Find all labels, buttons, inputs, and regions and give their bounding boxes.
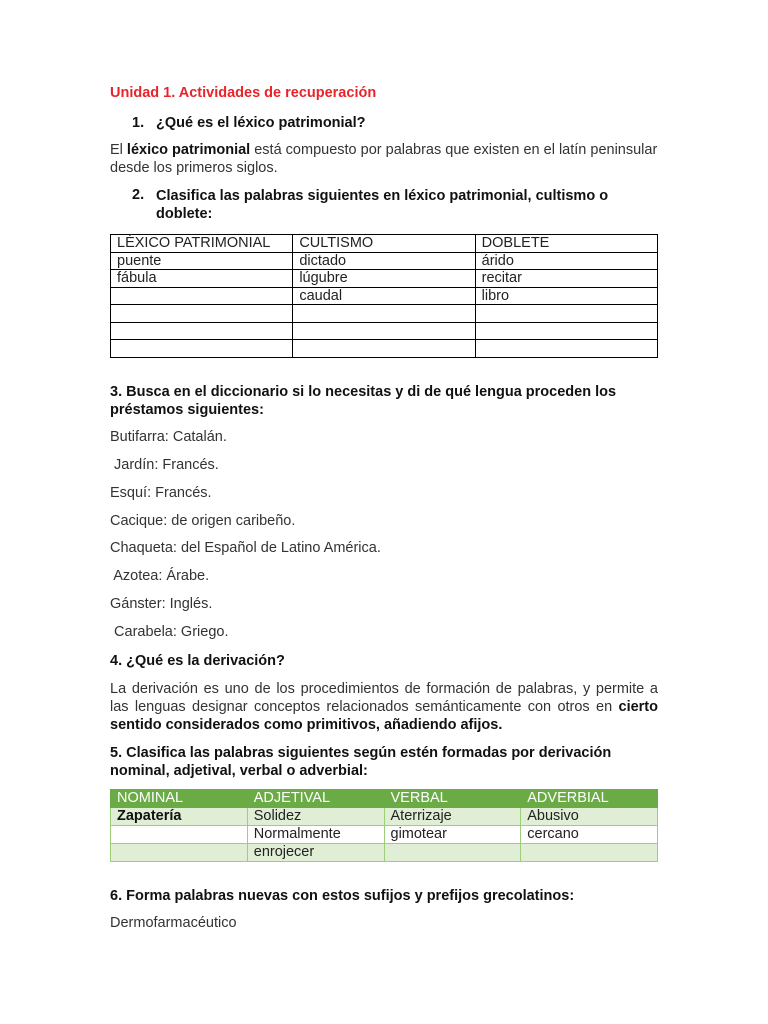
table-cell: cercano	[521, 826, 658, 844]
q1-answer-bold: léxico patrimonial	[126, 142, 251, 158]
table-header-cell: NOMINAL	[111, 790, 248, 808]
q1-number: 1.	[132, 115, 145, 131]
table-row	[111, 826, 658, 844]
q6-first-item: Dermofarmacéutico	[110, 915, 237, 931]
loanword-item: Cacique: de origen caribeño.	[110, 513, 296, 529]
table-header-cell: VERBAL	[384, 790, 521, 808]
table-cell: puente	[111, 252, 293, 270]
table-cell: Zapatería	[111, 808, 248, 826]
q1-answer	[110, 141, 658, 177]
classification-table	[110, 234, 658, 358]
table-cell: enrojecer	[247, 844, 384, 862]
table-header-cell: LÉXICO PATRIMONIAL	[111, 235, 293, 253]
loanword-item: Carabela: Griego.	[110, 624, 229, 640]
table-cell	[111, 322, 293, 340]
table-cell: Normalmente	[247, 826, 384, 844]
table-cell	[293, 322, 475, 340]
table-header-cell: DOBLETE	[475, 235, 657, 253]
q4-question: 4. ¿Qué es la derivación?	[110, 653, 285, 669]
loanword-item: Butifarra: Catalán.	[110, 429, 227, 445]
table-cell	[111, 287, 293, 305]
table-header-cell: CULTISMO	[293, 235, 475, 253]
table-cell: Abusivo	[521, 808, 658, 826]
table-cell: libro	[475, 287, 657, 305]
table-header-row	[111, 790, 658, 808]
loanword-item: Esquí: Francés.	[110, 485, 212, 501]
table-row	[111, 844, 658, 862]
loanword-item: Gánster: Inglés.	[110, 596, 213, 612]
table-cell	[111, 844, 248, 862]
loanword-item: Azotea: Árabe.	[110, 568, 210, 584]
table-cell	[111, 305, 293, 323]
table-cell: Solidez	[247, 808, 384, 826]
table-cell	[384, 844, 521, 862]
table-cell: Aterrizaje	[384, 808, 521, 826]
page-title: Unidad 1. Actividades de recuperación	[110, 85, 377, 101]
table-cell: dictado	[293, 252, 475, 270]
table-cell	[475, 305, 657, 323]
table-cell: lúgubre	[293, 270, 475, 288]
table-cell: caudal	[293, 287, 475, 305]
table-cell	[293, 305, 475, 323]
table-cell	[475, 340, 657, 358]
derivation-table	[110, 789, 658, 862]
table-cell	[293, 340, 475, 358]
q2-question: Clasifica las palabras siguientes en léxico patrimonial, cultismo o doblete:	[156, 188, 609, 222]
table-row	[111, 808, 658, 826]
table-cell	[111, 826, 248, 844]
q1-answer-rest: está compuesto por palabras que existen en el latín peninsular desde los primeros siglos.	[110, 142, 658, 176]
q5-question: 5. Clasifica las palabras siguientes según estén formadas por derivación nominal, adjetival, verbal o adverbial:	[110, 745, 612, 779]
table-cell: gimotear	[384, 826, 521, 844]
table-header-row	[111, 235, 658, 253]
q6-question: 6. Forma palabras nuevas con estos sufijos y prefijos grecolatinos:	[110, 888, 575, 904]
table-cell: recitar	[475, 270, 657, 288]
table-cell: fábula	[111, 270, 293, 288]
q1-question: ¿Qué es el léxico patrimonial?	[156, 115, 366, 131]
table-header-cell: ADJETIVAL	[247, 790, 384, 808]
table-row	[111, 305, 658, 323]
table-cell	[111, 340, 293, 358]
loanword-item: Chaqueta: del Español de Latino América.	[110, 540, 381, 556]
table-row	[111, 340, 658, 358]
table-cell	[521, 844, 658, 862]
loanword-item: Jardín: Francés.	[110, 457, 219, 473]
q4-answer-bold: cierto sentido considerados como primitivos, añadiendo afijos.	[110, 699, 658, 733]
q1-answer-pre: El	[110, 142, 127, 158]
table-cell: árido	[475, 252, 657, 270]
table-cell	[475, 322, 657, 340]
q4-answer-plain: La derivación es uno de los procedimientos de formación de palabras, y permite a las lenguas designar conceptos relacionados semánticamente con otros en	[110, 681, 658, 715]
table-row	[111, 287, 658, 305]
q3-question: 3. Busca en el diccionario si lo necesitas y di de qué lengua proceden los préstamos siguientes:	[110, 384, 617, 418]
table-row	[111, 270, 658, 288]
table-row	[111, 252, 658, 270]
q4-answer	[110, 680, 658, 734]
q2-number: 2.	[132, 187, 145, 203]
table-header-cell: ADVERBIAL	[521, 790, 658, 808]
table-row	[111, 322, 658, 340]
